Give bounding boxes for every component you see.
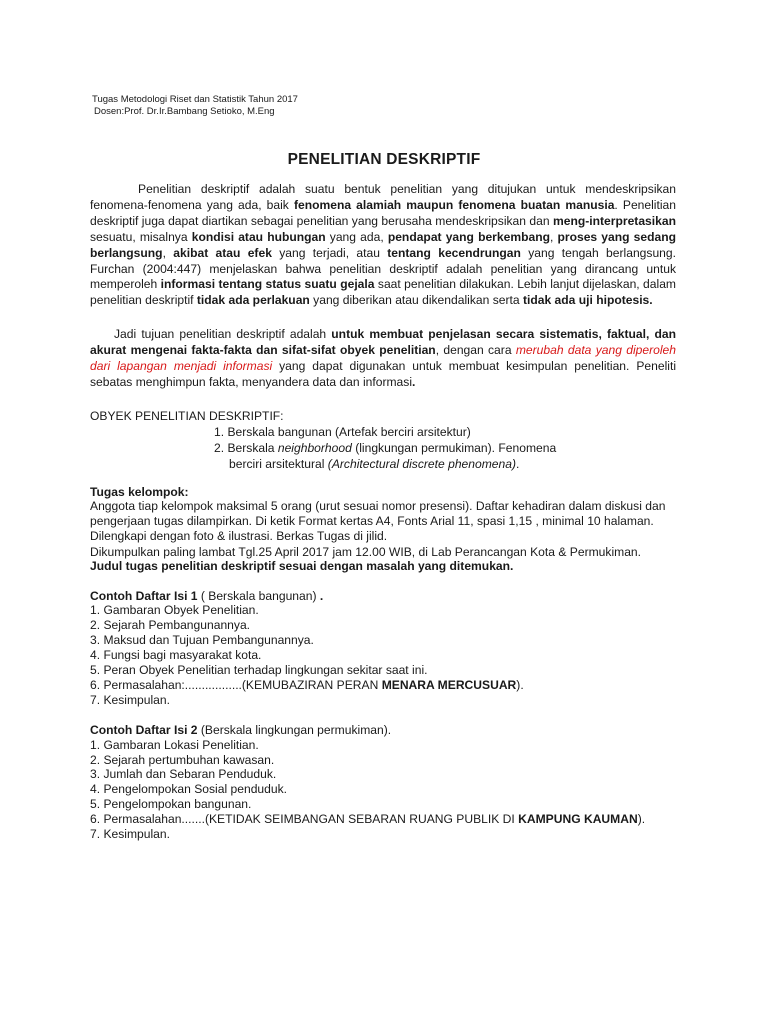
daftar-isi-1-item-6: 6. Permasalahan:.................(KEMUBAZIRAN PERAN MENARA MERCUSUAR). bbox=[90, 678, 524, 692]
daftar-isi-1-item: 7. Kesimpulan. bbox=[90, 693, 170, 707]
daftar-isi-1-item: 1. Gambaran Obyek Penelitian. bbox=[90, 603, 259, 617]
obyek-heading: OBYEK PENELITIAN DESKRIPTIF: bbox=[90, 409, 284, 423]
daftar-isi-1-item: 5. Peran Obyek Penelitian terhadap lingkungan sekitar saat ini. bbox=[90, 663, 428, 677]
tugas-heading: Tugas kelompok: bbox=[90, 485, 189, 499]
daftar-isi-2-item: 3. Jumlah dan Sebaran Penduduk. bbox=[90, 767, 277, 781]
daftar-isi-1-heading: Contoh Daftar Isi 1 ( Berskala bangunan) . bbox=[90, 589, 324, 603]
intro-paragraph-2: Jadi tujuan penelitian deskriptif adalah untuk membuat penjelasan secara sistematis, faktual, dan akurat mengenai fakta-fakta dan sifat-sifat obyek penelitian, dengan cara merubah data yang diperoleh dari lapangan menjadi informasi yang dapat digunakan untuk membuat kesimpulan penelitian. Peneliti sebatas menghimpun fakta, menyandera data dan informasi. bbox=[90, 327, 677, 389]
tugas-body: Anggota tiap kelompok maksimal 5 orang (urut sesuai nomor presensi). Daftar kehadiran dalam diskusi dan pengerjaan tugas dilampirkan. Di ketik Format kertas A4, Fonts Arial 11, spasi 1,15 , minimal 10 halaman. Dilengkapi dengan foto & ilustrasi. Berkas Tugas di jilid. bbox=[90, 499, 666, 544]
daftar-isi-2-item: 4. Pengelompokan Sosial penduduk. bbox=[90, 782, 288, 796]
daftar-isi-2-item: 7. Kesimpulan. bbox=[90, 827, 170, 841]
daftar-isi-2-heading: Contoh Daftar Isi 2 (Berskala lingkungan permukiman). bbox=[90, 723, 392, 737]
obyek-item-2-continued: berciri arsitektural (Architectural discrete phenomena). bbox=[229, 457, 520, 471]
daftar-isi-2-item: 2. Sejarah pertumbuhan kawasan. bbox=[90, 753, 275, 767]
tugas-judul: Judul tugas penelitian deskriptif sesuai dengan masalah yang ditemukan. bbox=[90, 559, 514, 573]
daftar-isi-1-item: 2. Sejarah Pembangunannya. bbox=[90, 618, 251, 632]
obyek-item-1: 1. Berskala bangunan (Artefak berciri arsitektur) bbox=[214, 425, 471, 439]
course-header-line: Tugas Metodologi Riset dan Statistik Tahun 2017 bbox=[92, 94, 298, 105]
daftar-isi-1-item: 4. Fungsi bagi masyarakat kota. bbox=[90, 648, 262, 662]
page-title: PENELITIAN DESKRIPTIF bbox=[287, 151, 481, 168]
intro-paragraph-1: Penelitian deskriptif adalah suatu bentuk penelitian yang ditujukan untuk mendeskripsikan fenomena-fenomena yang ada, baik fenomena alamiah maupun fenomena buatan manusia. Penelitian deskriptif juga dapat diartikan sebagai penelitian yang berusaha mendeskripsikan dan meng-interpretasikan sesuatu, misalnya kondisi atau hubungan yang ada, pendapat yang berkembang, proses yang sedang berlangsung, akibat atau efek yang terjadi, atau tentang kecendrungan yang tengah berlangsung. Furchan (2004:447) menjelaskan bahwa penelitian deskriptif adalah penelitian yang dirancang untuk memperoleh informasi tentang status suatu gejala saat penelitian dilakukan. Lebih lanjut dijelaskan, dalam penelitian deskriptif tidak ada perlakuan yang diberikan atau dikendalikan serta tidak ada uji hipotesis. bbox=[90, 182, 676, 308]
lecturer-header-line: Dosen:Prof. Dr.Ir.Bambang Setioko, M.Eng bbox=[94, 106, 275, 117]
daftar-isi-2-item-6: 6. Permasalahan.......(KETIDAK SEIMBANGAN SEBARAN RUANG PUBLIK DI KAMPUNG KAUMAN). bbox=[90, 812, 646, 826]
daftar-isi-1-item: 3. Maksud dan Tujuan Pembangunannya. bbox=[90, 633, 314, 647]
tugas-deadline: Dikumpulkan paling lambat Tgl.25 April 2017 jam 12.00 WIB, di Lab Perancangan Kota & Permukiman. bbox=[90, 545, 642, 559]
daftar-isi-2-item: 5. Pengelompokan bangunan. bbox=[90, 797, 252, 811]
daftar-isi-2-item: 1. Gambaran Lokasi Penelitian. bbox=[90, 738, 259, 752]
obyek-item-2: 2. Berskala neighborhood (lingkungan permukiman). Fenomena bbox=[214, 441, 557, 455]
